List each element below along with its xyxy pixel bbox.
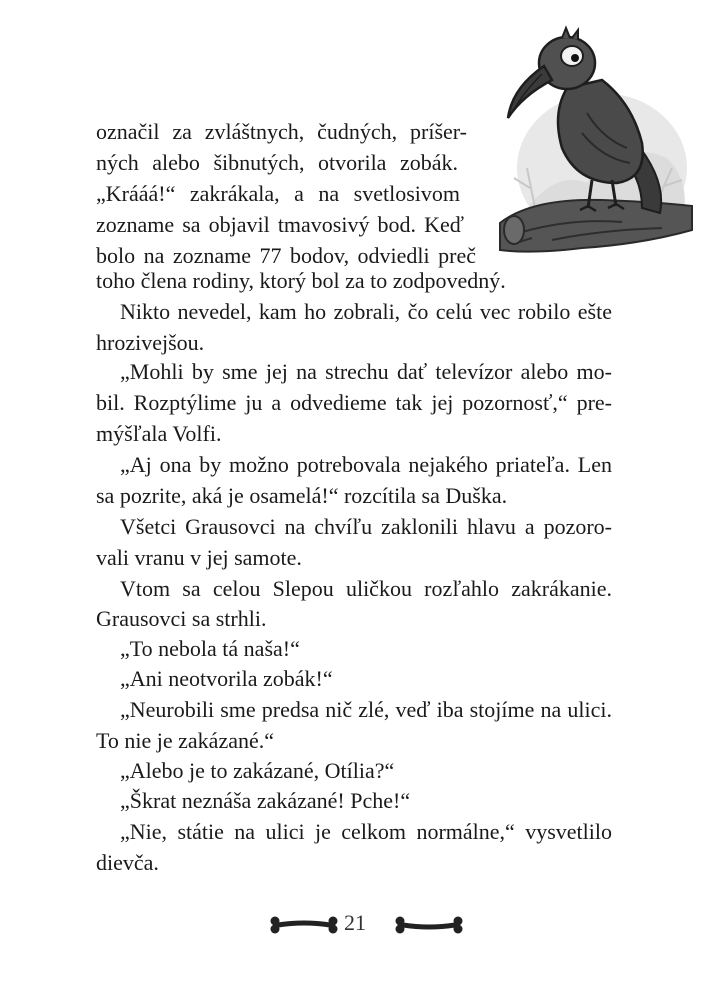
page-number: 21 bbox=[344, 910, 366, 935]
text-line: vali vranu v jej samote. bbox=[96, 545, 302, 570]
text-line: zozname sa objavil tmavosivý bod. Keď bbox=[96, 212, 464, 237]
text-line: mýšľala Volfi. bbox=[96, 421, 222, 446]
text-line: Nikto nevedel, kam ho zobrali, čo celú vec robilo ešte bbox=[120, 299, 612, 324]
text-line: toho člena rodiny, ktorý bol za to zodpovedný. bbox=[96, 268, 506, 293]
text-line: „Neurobili sme predsa nič zlé, veď iba stojíme na ulici. bbox=[120, 697, 612, 722]
bone-icon bbox=[393, 915, 465, 935]
text-line: dievča. bbox=[96, 850, 159, 875]
text-line: bil. Rozptýlime ju a odvedieme tak jej pozornosť,“ pre- bbox=[96, 390, 612, 415]
text-line: Grausovci sa strhli. bbox=[96, 606, 267, 631]
bone-icon bbox=[268, 915, 340, 935]
text-line: „Ani neotvorila zobák!“ bbox=[120, 666, 333, 691]
text-line: sa pozrite, aká je osamelá!“ rozcítila sa Duška. bbox=[96, 483, 508, 508]
text-line: „Alebo je to zakázané, Otília?“ bbox=[120, 758, 395, 783]
text-line: „Aj ona by možno potrebovala nejakého priateľa. Len bbox=[120, 452, 612, 477]
text-line: označil za zvláštnych, čudných, príšer- bbox=[96, 119, 467, 144]
text-line: To nie je zakázané.“ bbox=[96, 728, 275, 753]
text-line: „Škrat neznáša zakázané! Pche!“ bbox=[120, 788, 411, 813]
text-line: „Krááá!“ zakrákala, a na svetlosivom bbox=[96, 181, 460, 206]
text-line: „To nebola tá naša!“ bbox=[120, 636, 300, 661]
text-line: bolo na zozname 77 bodov, odviedli preč bbox=[96, 243, 476, 268]
raven-on-branch-icon bbox=[492, 18, 697, 280]
text-line: hrozivejšou. bbox=[96, 330, 205, 355]
text-line: „Nie, státie na ulici je celkom normálne,“ vysvetlilo bbox=[120, 819, 612, 844]
text-line: Všetci Grausovci na chvíľu zaklonili hlavu a pozoro- bbox=[120, 514, 612, 539]
text-line: „Mohli by sme jej na strechu dať televízor alebo mo- bbox=[120, 359, 612, 384]
text-line: ných alebo šibnutých, otvorila zobák. bbox=[96, 150, 458, 175]
text-line: Vtom sa celou Slepou uličkou rozľahlo zakrákanie. bbox=[120, 576, 612, 601]
